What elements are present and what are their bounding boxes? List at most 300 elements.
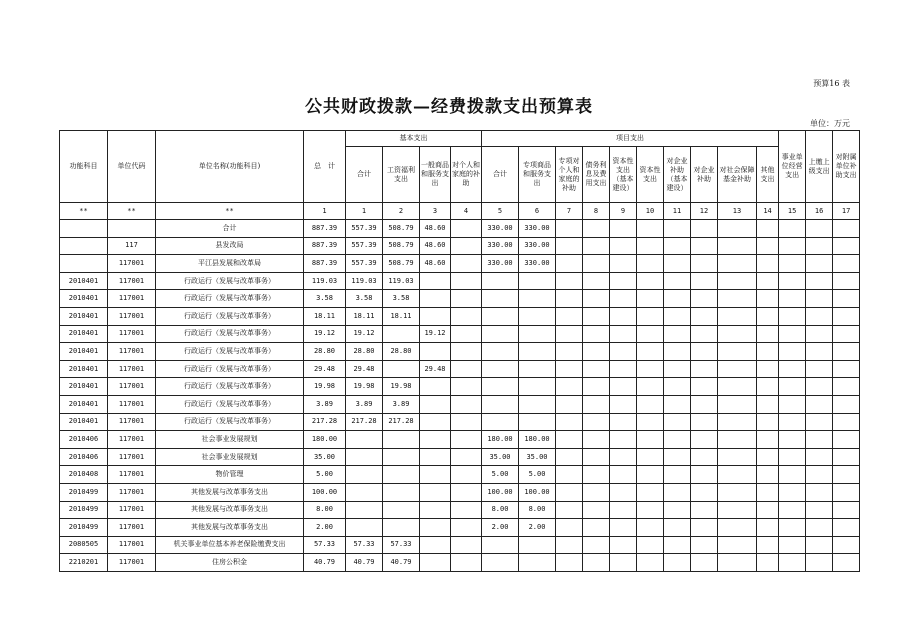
header-total: 总 计	[304, 131, 346, 203]
func-code-cell	[60, 220, 108, 238]
amount-cell	[691, 466, 718, 484]
header-project-col: 资本性支出（基本建设）	[610, 147, 637, 203]
amount-cell: 8.00	[519, 501, 556, 519]
amount-cell	[519, 395, 556, 413]
amount-cell	[806, 220, 833, 238]
amount-cell	[833, 554, 860, 572]
amount-cell: 57.33	[304, 536, 346, 554]
amount-cell	[664, 272, 691, 290]
amount-cell	[637, 272, 664, 290]
amount-cell	[583, 554, 610, 572]
amount-cell	[610, 483, 637, 501]
amount-cell	[451, 501, 482, 519]
amount-cell	[637, 360, 664, 378]
amount-cell	[583, 519, 610, 537]
amount-cell	[637, 413, 664, 431]
amount-cell	[757, 325, 779, 343]
amount-cell	[451, 413, 482, 431]
amount-cell	[637, 395, 664, 413]
amount-cell	[757, 307, 779, 325]
amount-cell: 5.00	[304, 466, 346, 484]
amount-cell: 217.28	[346, 413, 383, 431]
unit-code-cell: 117001	[108, 395, 156, 413]
amount-cell	[757, 413, 779, 431]
amount-cell	[420, 519, 451, 537]
amount-cell	[420, 448, 451, 466]
column-number: 3	[420, 203, 451, 220]
amount-cell: 40.79	[346, 554, 383, 572]
column-number: 12	[691, 203, 718, 220]
amount-cell	[833, 466, 860, 484]
amount-cell	[610, 554, 637, 572]
amount-cell	[583, 431, 610, 449]
amount-cell	[583, 307, 610, 325]
func-code-cell	[60, 237, 108, 255]
amount-cell	[583, 325, 610, 343]
unit-name-cell: 其他发展与改革事务支出	[156, 501, 304, 519]
unit-name-cell: 社会事业发展规划	[156, 431, 304, 449]
amount-cell	[610, 290, 637, 308]
header-project-col: 对企业补助（基本建设）	[664, 147, 691, 203]
amount-cell	[806, 237, 833, 255]
amount-cell	[833, 307, 860, 325]
func-code-cell: 2010499	[60, 519, 108, 537]
unit-code-cell: 117	[108, 237, 156, 255]
amount-cell	[610, 431, 637, 449]
table-row	[60, 325, 860, 343]
amount-cell	[718, 220, 757, 238]
amount-cell: 29.48	[346, 360, 383, 378]
amount-cell: 887.39	[304, 255, 346, 273]
column-number: 7	[556, 203, 583, 220]
unit-name-cell: 其他发展与改革事务支出	[156, 483, 304, 501]
amount-cell	[806, 536, 833, 554]
amount-cell	[346, 466, 383, 484]
amount-cell	[718, 360, 757, 378]
amount-cell	[757, 483, 779, 501]
amount-cell	[833, 255, 860, 273]
amount-cell	[757, 272, 779, 290]
column-number: 8	[583, 203, 610, 220]
amount-cell	[664, 325, 691, 343]
amount-cell	[383, 519, 420, 537]
unit-code-cell: 117001	[108, 501, 156, 519]
amount-cell	[757, 290, 779, 308]
amount-cell	[833, 378, 860, 396]
amount-cell	[451, 343, 482, 361]
column-number: 11	[664, 203, 691, 220]
amount-cell	[420, 431, 451, 449]
amount-cell: 180.00	[519, 431, 556, 449]
func-code-cell: 2010401	[60, 413, 108, 431]
unit-name-cell: 行政运行（发展与改革事务）	[156, 360, 304, 378]
amount-cell	[779, 501, 806, 519]
func-code-cell: 2010499	[60, 483, 108, 501]
amount-cell	[691, 536, 718, 554]
amount-cell: 35.00	[482, 448, 519, 466]
amount-cell	[664, 519, 691, 537]
amount-cell	[637, 325, 664, 343]
amount-cell	[637, 519, 664, 537]
amount-cell	[691, 220, 718, 238]
amount-cell	[806, 431, 833, 449]
amount-cell	[637, 554, 664, 572]
amount-cell	[833, 237, 860, 255]
header-unit-name: 单位名称(功能科目)	[156, 131, 304, 203]
amount-cell	[610, 360, 637, 378]
table-row	[60, 343, 860, 361]
func-code-cell: 2010401	[60, 360, 108, 378]
amount-cell	[556, 307, 583, 325]
table-row	[60, 483, 860, 501]
amount-cell	[383, 431, 420, 449]
amount-cell	[806, 255, 833, 273]
amount-cell	[519, 307, 556, 325]
amount-cell	[556, 483, 583, 501]
amount-cell: 19.12	[304, 325, 346, 343]
table-row	[60, 272, 860, 290]
amount-cell: 508.79	[383, 237, 420, 255]
amount-cell	[637, 307, 664, 325]
amount-cell: 19.12	[420, 325, 451, 343]
amount-cell	[664, 360, 691, 378]
amount-cell	[637, 290, 664, 308]
amount-cell	[451, 378, 482, 396]
amount-cell	[779, 431, 806, 449]
amount-cell	[833, 272, 860, 290]
amount-cell	[346, 483, 383, 501]
func-code-cell: 2010401	[60, 325, 108, 343]
amount-cell	[691, 255, 718, 273]
amount-cell	[420, 536, 451, 554]
table-row	[60, 378, 860, 396]
amount-cell	[833, 501, 860, 519]
amount-cell: 2.00	[304, 519, 346, 537]
amount-cell	[519, 360, 556, 378]
amount-cell: 119.03	[304, 272, 346, 290]
amount-cell	[610, 395, 637, 413]
unit-name-cell: 行政运行（发展与改革事务）	[156, 413, 304, 431]
amount-cell	[451, 448, 482, 466]
amount-cell: 5.00	[482, 466, 519, 484]
func-code-cell: 2210201	[60, 554, 108, 572]
amount-cell: 100.00	[304, 483, 346, 501]
amount-cell: 119.03	[346, 272, 383, 290]
amount-cell: 180.00	[304, 431, 346, 449]
column-number: 9	[610, 203, 637, 220]
column-number: 10	[637, 203, 664, 220]
header-project-col: 对企业补助	[691, 147, 718, 203]
amount-cell	[482, 272, 519, 290]
amount-cell	[556, 431, 583, 449]
amount-cell	[519, 554, 556, 572]
header-project-col: 资本性支出	[637, 147, 664, 203]
amount-cell	[806, 554, 833, 572]
amount-cell	[718, 466, 757, 484]
unit-name-cell: 行政运行（发展与改革事务）	[156, 343, 304, 361]
unit-name-cell: 社会事业发展规划	[156, 448, 304, 466]
amount-cell	[691, 395, 718, 413]
amount-cell	[556, 343, 583, 361]
amount-cell: 330.00	[519, 237, 556, 255]
header-project-col: 专项商品和服务支出	[519, 147, 556, 203]
amount-cell	[691, 554, 718, 572]
amount-cell	[718, 325, 757, 343]
amount-cell	[519, 343, 556, 361]
amount-cell	[451, 237, 482, 255]
amount-cell	[757, 220, 779, 238]
amount-cell	[383, 448, 420, 466]
func-code-cell: 2010401	[60, 343, 108, 361]
unit-code-cell: 117001	[108, 431, 156, 449]
unit-code-cell: 117001	[108, 360, 156, 378]
amount-cell: 35.00	[304, 448, 346, 466]
amount-cell	[556, 395, 583, 413]
amount-cell	[757, 360, 779, 378]
unit-name-cell: 行政运行（发展与改革事务）	[156, 378, 304, 396]
func-code-cell: 2010401	[60, 395, 108, 413]
amount-cell	[779, 536, 806, 554]
amount-cell	[806, 519, 833, 537]
unit-code-cell: 117001	[108, 378, 156, 396]
amount-cell: 2.00	[482, 519, 519, 537]
amount-cell	[583, 343, 610, 361]
table-row	[60, 220, 860, 238]
amount-cell	[691, 483, 718, 501]
amount-cell	[757, 501, 779, 519]
unit-code-cell: 117001	[108, 343, 156, 361]
amount-cell	[718, 343, 757, 361]
amount-cell	[806, 272, 833, 290]
amount-cell	[383, 360, 420, 378]
amount-cell	[664, 501, 691, 519]
amount-cell	[718, 290, 757, 308]
amount-cell	[346, 431, 383, 449]
amount-cell	[451, 325, 482, 343]
amount-cell	[833, 343, 860, 361]
amount-cell	[691, 343, 718, 361]
column-number: 13	[718, 203, 757, 220]
header-project-col: 其他支出	[757, 147, 779, 203]
unit-code-cell: 117001	[108, 325, 156, 343]
func-code-cell: 2080505	[60, 536, 108, 554]
amount-cell	[451, 431, 482, 449]
unit-name-cell: 机关事业单位基本养老保险缴费支出	[156, 536, 304, 554]
header-basic-col: 对个人和家庭的补助	[451, 147, 482, 203]
table-row	[60, 307, 860, 325]
func-code-cell: 2010406	[60, 431, 108, 449]
column-number-row	[60, 203, 860, 220]
header-fushu: 对附属单位补助支出	[833, 131, 860, 203]
amount-cell: 18.11	[383, 307, 420, 325]
header-unit-code: 单位代码	[108, 131, 156, 203]
header-basic-col: 合计	[346, 147, 383, 203]
amount-cell	[482, 290, 519, 308]
amount-cell	[664, 483, 691, 501]
budget-table	[59, 130, 860, 572]
amount-cell	[718, 536, 757, 554]
amount-cell	[420, 378, 451, 396]
table-row	[60, 536, 860, 554]
amount-cell	[779, 378, 806, 396]
column-number: **	[156, 203, 304, 220]
amount-cell	[806, 448, 833, 466]
amount-cell	[691, 325, 718, 343]
amount-cell: 28.80	[383, 343, 420, 361]
amount-cell	[779, 325, 806, 343]
table-row	[60, 554, 860, 572]
amount-cell: 8.00	[482, 501, 519, 519]
amount-cell	[519, 413, 556, 431]
amount-cell	[583, 360, 610, 378]
amount-cell	[556, 325, 583, 343]
amount-cell	[556, 255, 583, 273]
amount-cell	[420, 413, 451, 431]
func-code-cell: 2010401	[60, 307, 108, 325]
amount-cell: 508.79	[383, 220, 420, 238]
amount-cell	[482, 554, 519, 572]
amount-cell	[718, 272, 757, 290]
unit-name-cell: 行政运行（发展与改革事务）	[156, 307, 304, 325]
amount-cell: 3.58	[346, 290, 383, 308]
amount-cell: 40.79	[383, 554, 420, 572]
amount-cell: 48.60	[420, 255, 451, 273]
amount-cell	[833, 290, 860, 308]
unit-code-cell: 117001	[108, 554, 156, 572]
amount-cell	[637, 255, 664, 273]
amount-cell: 3.89	[383, 395, 420, 413]
table-row	[60, 360, 860, 378]
amount-cell	[718, 501, 757, 519]
unit-code-cell: 117001	[108, 483, 156, 501]
amount-cell	[691, 519, 718, 537]
amount-cell	[757, 395, 779, 413]
func-code-cell: 2010406	[60, 448, 108, 466]
amount-cell	[806, 501, 833, 519]
amount-cell	[556, 466, 583, 484]
unit-code-cell: 117001	[108, 519, 156, 537]
amount-cell	[664, 343, 691, 361]
amount-cell	[519, 378, 556, 396]
amount-cell	[779, 220, 806, 238]
amount-cell	[420, 395, 451, 413]
amount-cell: 57.33	[346, 536, 383, 554]
amount-cell: 29.48	[304, 360, 346, 378]
amount-cell	[718, 448, 757, 466]
amount-cell: 508.79	[383, 255, 420, 273]
amount-cell	[806, 325, 833, 343]
amount-cell	[583, 290, 610, 308]
amount-cell	[383, 325, 420, 343]
amount-cell	[556, 554, 583, 572]
amount-cell: 18.11	[346, 307, 383, 325]
amount-cell	[664, 448, 691, 466]
unit-code-cell: 117001	[108, 272, 156, 290]
amount-cell	[519, 290, 556, 308]
unit-code-cell: 117001	[108, 307, 156, 325]
amount-cell	[779, 554, 806, 572]
amount-cell	[779, 466, 806, 484]
amount-cell	[583, 413, 610, 431]
amount-cell	[610, 519, 637, 537]
amount-cell	[583, 448, 610, 466]
amount-cell	[610, 272, 637, 290]
amount-cell	[664, 431, 691, 449]
table-row	[60, 466, 860, 484]
amount-cell	[451, 272, 482, 290]
amount-cell	[779, 483, 806, 501]
amount-cell	[757, 519, 779, 537]
amount-cell: 48.60	[420, 237, 451, 255]
amount-cell	[482, 325, 519, 343]
amount-cell	[779, 395, 806, 413]
unit-name-cell: 县发改局	[156, 237, 304, 255]
header-basic: 基本支出	[346, 131, 482, 147]
amount-cell	[757, 536, 779, 554]
amount-cell	[519, 536, 556, 554]
amount-cell	[718, 395, 757, 413]
amount-cell	[779, 255, 806, 273]
amount-cell	[757, 554, 779, 572]
amount-cell	[757, 431, 779, 449]
amount-cell	[637, 237, 664, 255]
amount-cell	[420, 554, 451, 572]
amount-cell	[718, 237, 757, 255]
amount-cell	[779, 307, 806, 325]
func-code-cell	[60, 255, 108, 273]
column-number: 1	[304, 203, 346, 220]
amount-cell	[346, 448, 383, 466]
unit-code-cell	[108, 220, 156, 238]
amount-cell: 330.00	[482, 255, 519, 273]
unit-name-cell: 其他发展与改革事务支出	[156, 519, 304, 537]
amount-cell	[451, 395, 482, 413]
amount-cell	[637, 431, 664, 449]
table-row	[60, 448, 860, 466]
amount-cell: 100.00	[482, 483, 519, 501]
amount-cell	[519, 272, 556, 290]
amount-cell: 330.00	[519, 255, 556, 273]
amount-cell	[482, 413, 519, 431]
table-row	[60, 519, 860, 537]
amount-cell: 100.00	[519, 483, 556, 501]
unit-code-cell: 117001	[108, 413, 156, 431]
table-row	[60, 395, 860, 413]
amount-cell	[583, 536, 610, 554]
unit-code-cell: 117001	[108, 536, 156, 554]
amount-cell	[556, 501, 583, 519]
amount-cell	[718, 255, 757, 273]
amount-cell: 557.39	[346, 220, 383, 238]
table-row	[60, 431, 860, 449]
amount-cell	[833, 519, 860, 537]
amount-cell	[610, 378, 637, 396]
header-shangjiao: 上缴上级支出	[806, 131, 833, 203]
amount-cell	[420, 466, 451, 484]
amount-cell: 5.00	[519, 466, 556, 484]
amount-cell: 330.00	[519, 220, 556, 238]
amount-cell	[779, 272, 806, 290]
amount-cell	[583, 378, 610, 396]
table-row	[60, 413, 860, 431]
amount-cell	[583, 272, 610, 290]
amount-cell	[757, 448, 779, 466]
amount-cell: 887.39	[304, 237, 346, 255]
amount-cell	[556, 378, 583, 396]
unit-name-cell: 行政运行（发展与改革事务）	[156, 290, 304, 308]
amount-cell	[691, 501, 718, 519]
amount-cell	[610, 255, 637, 273]
